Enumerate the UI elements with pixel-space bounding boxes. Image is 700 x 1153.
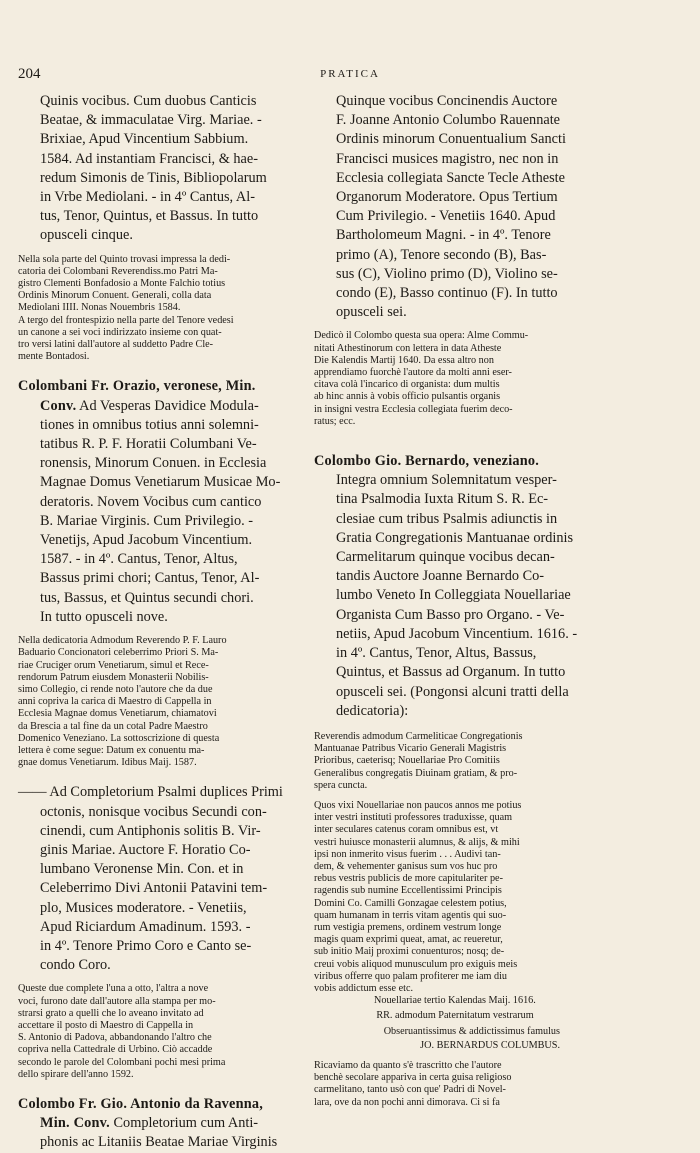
text-line: Mediolani IIII. Nonas Nouembris 1584. (18, 302, 181, 314)
text-line: ratus; ecc. (314, 415, 356, 427)
entry-heading-cont: Min. Conv. (40, 1115, 110, 1132)
entry-continuation (18, 92, 300, 246)
text-line: Quintus, et Bassus ad Organum. In tutto (336, 664, 566, 681)
text-line: deratoris. Novem Vocibus cum cantico (40, 493, 262, 510)
text-line: Dedicò il Colombo questa sua opera: Alme Commu- (314, 330, 529, 342)
note-dedicatoria-text (314, 800, 596, 995)
text-line: In tutto opusceli nove. (40, 608, 168, 625)
text-line: Celeberrimo Divi Antonii Patavini tem- (40, 880, 268, 897)
text-line: mente Bontadosi. (18, 351, 90, 363)
text-line: netiis, Apud Jacobum Vincentium. 1616. - (336, 625, 578, 642)
text-line: opusceli sei. (336, 304, 407, 321)
text-line: cinendi, cum Antiphonis solitis B. Vir- (40, 822, 261, 839)
entry-continuation (314, 92, 596, 322)
entry-body (314, 471, 596, 721)
text-line: Brixiae, Apud Vincentium Sabbium. (40, 131, 249, 148)
text-line: Baduario Concionatori celeberrimo Priori S. Ma- (18, 647, 219, 659)
text-line: quam humanam in terris vitam agentis qui suo- (314, 909, 507, 921)
text-line: copriva nella Cattedrale di Urbino. Ciò accadde (18, 1044, 213, 1056)
text-line: benchè secolare appariva in certa guisa religioso (314, 1072, 512, 1084)
text-line: Venetijs, Apud Jacobum Vincentium. (40, 532, 253, 549)
text-line: voci, furono date dall'autore alla stampa per mo- (18, 995, 216, 1007)
text-line: anni copriva la carica di Maestro di Cappella in (18, 696, 212, 708)
text-line: accettare il posto di Maestro di Cappella in (18, 1019, 194, 1031)
text-line: strarsi grato a quelli che lo aveano invitato ad (18, 1007, 204, 1019)
text-line: clesiae cum tribus Psalmis adiunctis in (336, 510, 558, 527)
note-ricaviamo (314, 1060, 596, 1109)
text-line: vestri huiusce monasterii alumnus, & alijs, & mihi (314, 836, 520, 848)
entry-body (18, 783, 300, 975)
text-line: rebus vestris publicis de more capitulariter pe- (314, 873, 503, 885)
text-line: sub initio Maij proximi conuenturos; nosq; de- (314, 946, 505, 958)
text-line: S. Antonio di Padova, abbandonando l'altro che (18, 1032, 212, 1044)
text-line: lara, ove da non pochi anni dimorava. Ci si fa (314, 1096, 500, 1108)
text-line: sus (C), Violino primo (D), Violino se- (336, 265, 558, 282)
text-line: tina Psalmodia Iuxta Ritum S. R. Ec- (336, 491, 549, 508)
text-line: Domenico Veneziano. La sottoscrizione di questa (18, 732, 220, 744)
text-line: 1587. - in 4º. Cantus, Tenor, Altus, (40, 551, 238, 568)
text-line: apprendiamo fuorchè l'autore da molti anni eser- (314, 367, 512, 379)
text-line: vobis addictum esse etc. (314, 982, 414, 994)
text-line: Beatae, & immaculatae Virg. Mariae. - (40, 112, 262, 129)
entry-colombani-vesperas (18, 377, 300, 627)
text-line: tiones in omnibus totius anni solemni- (40, 416, 259, 433)
note-dedication (18, 254, 300, 315)
entry-body (18, 1133, 300, 1152)
right-column (314, 92, 596, 1109)
text-line: Organorum Moderatore. Opus Tertium (336, 189, 558, 206)
text-line: Cum Privilegio. - Venetiis 1640. Apud (336, 208, 556, 225)
text-line: da Brescia a tal fine da un cotal Padre Maestro (18, 720, 208, 732)
text-line: Quinis vocibus. Cum duobus Canticis (40, 93, 257, 109)
text-line: citava colà l'incarico di organista: dum multis (314, 379, 500, 391)
text-line: opusceli cinque. (40, 227, 133, 244)
text-line: un canone a sei voci indirizzato insieme con quat- (18, 326, 222, 338)
entry-first-line: Completorium cum Anti- (109, 1115, 259, 1132)
text-line: opusceli sei. (Pongonsi alcuni tratti della (336, 683, 569, 700)
text-line: dello spirare dell'anno 1592. (18, 1068, 134, 1080)
page-number: 204 (18, 66, 41, 82)
text-line: ronensis, Minorum Conuen. in Ecclesia (40, 455, 267, 472)
text-line: lettera è come segue: Datum ex conuentu ma- (18, 744, 205, 756)
text-line: redum Simonis de Tinis, Bibliopolarum (40, 169, 267, 186)
text-line: Gratia Congregationis Mantuanae ordinis (336, 529, 574, 546)
entry-heading: Colombo Gio. Bernardo, veneziano. (314, 453, 540, 470)
text-line: F. Joanne Antonio Columbo Rauennate (336, 112, 561, 129)
signature-name: JO. BERNARDUS COLUMBUS. (420, 1039, 560, 1051)
signature-salutation: RR. admodum Paternitatum vestrarum (376, 1010, 534, 1022)
text-line: condo Coro. (40, 957, 111, 974)
entry-heading: Colombo Fr. Gio. Antonio da Ravenna, (18, 1095, 263, 1112)
text-line: rum vestigia premens, ordinem vestrum longe (314, 921, 502, 933)
text-line: ab hinc annis à vobis officio pulsantis organis (314, 391, 501, 403)
text-line: 1584. Ad instantiam Francisci, & hae- (40, 150, 258, 167)
text-line: Mantuanae Patribus Vicario Generali Magistris (314, 743, 507, 755)
text-line: lumbano Veronense Min. Con. et in (40, 861, 244, 878)
text-line: Prioribus, caeterisq; Nouellariae Pro Comitiis (314, 755, 500, 767)
left-column (18, 92, 300, 1153)
text-line: in insigni vestra Ecclesia collegiata fuerim deco- (314, 403, 513, 415)
text-line: inter vestri instituti professores traduxisse, quam (314, 812, 513, 824)
entry-colombo-ravenna (18, 1095, 300, 1153)
note-dedicatoria-address (314, 731, 596, 792)
text-line: B. Mariae Virginis. Cum Privilegio. - (40, 512, 254, 529)
text-line: Nella dedicatoria Admodum Reverendo P. F. Lauro (18, 635, 227, 647)
text-line: Quinque vocibus Concinendis Auctore (336, 93, 558, 109)
text-line: dedicatoria): (336, 702, 409, 719)
text-line: dem, & vehementer ganisus sum vos huc pro (314, 860, 498, 872)
text-line: Generalibus congregatis Diuinam gratiam, & pro- (314, 767, 518, 779)
text-line: Integra omnium Solemnitatum vesper- (336, 472, 557, 489)
text-line: Queste due complete l'una a otto, l'altra a nove (18, 983, 209, 995)
text-line: phonis ac Litaniis Beatae Mariae Virginis (40, 1134, 278, 1151)
text-line: spera cuncta. (314, 779, 368, 791)
text-line: Bassus primi chori; Cantus, Tenor, Al- (40, 570, 260, 587)
text-line: magis quam exprimi queat, amat, ac reueretur, (314, 934, 503, 946)
text-line: tus, Tenor, Quintus, et Bassus. In tutto (40, 208, 259, 225)
text-line: Nella sola parte del Quinto trovasi impressa la dedi- (18, 253, 231, 265)
text-line: —— Ad Completorium Psalmi duplices Primi (18, 784, 283, 801)
text-line: A tergo del frontespizio nella parte del Tenore vedesi (18, 314, 234, 326)
text-line: Magnae Domus Venetiarum Musicae Mo- (40, 474, 281, 491)
text-line: ginis Mariae. Auctore F. Horatio Co- (40, 841, 251, 858)
note-complete (18, 983, 300, 1081)
text-line: Quos vixi Nouellariae non paucos annos me potius (314, 799, 522, 811)
text-line: Ricaviamo da quanto s'è trascritto che l'autore (314, 1059, 502, 1071)
text-line: Ordinis Minorum Conuent. Generali, colla data (18, 290, 212, 302)
text-line: Die Kalendis Martij 1640. Da essa altro non (314, 354, 494, 366)
text-line: tatibus R. P. F. Horatii Columbani Ve- (40, 436, 257, 453)
text-line: viribus offerre quo palam profiterer me iam diu (314, 970, 508, 982)
text-line: gnae domus Venetiarum. Idibus Maij. 1587. (18, 757, 197, 769)
text-line: plo, Musices moderatore. - Venetiis, (40, 899, 247, 916)
text-line: tus, Bassus, et Quintus secundi chori. (40, 589, 254, 606)
text-line: Bartholomeum Magni. - in 4º. Tenore (336, 227, 551, 244)
text-line: Apud Riciardum Amadinum. 1593. - (40, 918, 251, 935)
text-line: Domini Co. Camilli Gonzagae celestem potius, (314, 897, 507, 909)
entry-heading-cont: Conv. (40, 397, 77, 414)
text-line: catoria dei Colombani Reverendiss.mo Patri Ma- (18, 265, 218, 277)
text-line: lumbo Veneto In Colleggiata Nouellariae (336, 587, 571, 604)
text-line: condo (E), Basso continuo (F). In tutto (336, 285, 558, 302)
text-line: rendorum Patrum eiusdem Monasterii Nobilis- (18, 671, 209, 683)
entry-heading: Colombani Fr. Orazio, veronese, Min. (18, 378, 256, 395)
text-line: creui vobis aliquod munusculum pro exiguis meis (314, 958, 518, 970)
text-line: tro versi latini dall'autore al suddetto Padre Cle- (18, 339, 214, 351)
text-line: nitati Athestinorum con lettera in data Atheste (314, 342, 502, 354)
signature-date: Nouellariae tertio Kalendas Maij. 1616. (374, 995, 536, 1007)
text-line: in Vrbe Mediolani. - in 4º Cantus, Al- (40, 189, 255, 206)
text-line: riae Cruciger orum Venetiarum, simul et Rece- (18, 659, 209, 671)
text-line: tandis Auctore Joanne Bernardo Co- (336, 568, 545, 585)
entry-body (18, 416, 300, 627)
text-line: secondo le parole del Colombani pochi mesi prima (18, 1056, 226, 1068)
text-line: simo Collegio, ci rende noto l'autore che da due (18, 683, 213, 695)
text-line: ragendis sub numine Eccellentissimi Principis (314, 885, 502, 897)
text-line: carmelitano, tanto usò con que' Padri di Novel- (314, 1084, 506, 1096)
running-head: PRATICA (320, 68, 380, 80)
note-dedication (314, 330, 596, 428)
text-line: ipsi non inmerito visus fuerim . . . Audivi tan- (314, 848, 501, 860)
text-line: Ordinis minorum Conuentualium Sancti (336, 131, 566, 148)
text-line: octonis, nonisque vocibus Secundi con- (40, 803, 267, 820)
text-line: Ecclesia collegiata Sancte Tecle Atheste (336, 169, 565, 186)
text-line: gistro Clementi Bonfadosio a Monte Falchio totius (18, 278, 226, 290)
text-line: primo (A), Tenore secondo (B), Bas- (336, 246, 547, 263)
text-line: in 4º. Cantus, Tenor, Altus, Bassus, (336, 645, 537, 662)
text-line: Reverendis admodum Carmeliticae Congregationis (314, 730, 523, 742)
entry-first-line: Ad Vesperas Davidice Modula- (76, 397, 259, 414)
entry-colombo-bernardo (314, 452, 596, 721)
note-canon (18, 315, 300, 364)
note-dedicatoria (18, 635, 300, 769)
text-line: inter seculares catenus coram omnibus est, vt (314, 824, 499, 836)
signature-closing: Obseruantissimus & addictissimus famulus (383, 1025, 560, 1037)
entry-completorium (18, 783, 300, 975)
text-line: Carmelitarum quinque vocibus decan- (336, 549, 555, 566)
text-line: Organista Cum Basso pro Organo. - Ve- (336, 606, 565, 623)
text-line: in 4º. Tenore Primo Coro e Canto se- (40, 937, 252, 954)
text-line: Francisci musices magistro, nec non in (336, 150, 559, 167)
text-line: Ecclesia Magnae domus Venetiarum, chiamatovi (18, 708, 217, 720)
